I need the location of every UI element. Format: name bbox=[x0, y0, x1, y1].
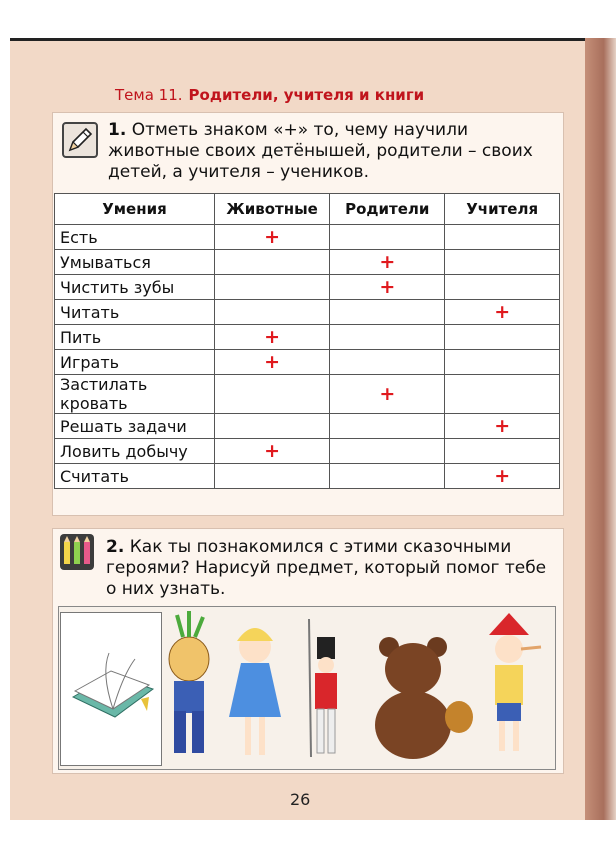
tin-soldier-figure bbox=[309, 619, 337, 757]
plus-mark: + bbox=[494, 414, 511, 437]
scan-top-margin bbox=[0, 0, 616, 38]
girl-figure bbox=[229, 628, 281, 755]
table-row bbox=[55, 250, 560, 275]
topic-title: Родители, учителя и книги bbox=[188, 86, 425, 104]
mark-cell[interactable] bbox=[330, 275, 445, 300]
skill-name: Читать bbox=[55, 300, 215, 325]
task1-number: 1. bbox=[108, 120, 127, 140]
mark-cell[interactable] bbox=[445, 275, 560, 300]
skill-name: Пить bbox=[55, 325, 215, 350]
task2-number: 2. bbox=[106, 537, 125, 557]
mark-cell[interactable] bbox=[214, 439, 329, 464]
table-row bbox=[55, 275, 560, 300]
table-row bbox=[55, 439, 560, 464]
mark-cell[interactable] bbox=[214, 464, 329, 489]
skill-name: Считать bbox=[55, 464, 215, 489]
page-number: 26 bbox=[290, 790, 311, 809]
table-row bbox=[55, 414, 560, 439]
table-row bbox=[55, 325, 560, 350]
column-header-parents: Родители bbox=[330, 194, 445, 225]
mark-cell[interactable] bbox=[214, 350, 329, 375]
skill-name: Играть bbox=[55, 350, 215, 375]
mark-cell[interactable] bbox=[214, 225, 329, 250]
plus-mark: + bbox=[264, 225, 281, 248]
onion-boy-figure bbox=[169, 611, 209, 753]
mark-cell[interactable] bbox=[330, 250, 445, 275]
skill-name: Решать задачи bbox=[55, 414, 215, 439]
mark-cell[interactable] bbox=[330, 439, 445, 464]
table-row bbox=[55, 300, 560, 325]
mark-cell[interactable] bbox=[330, 464, 445, 489]
mark-cell[interactable] bbox=[330, 375, 445, 414]
mark-cell[interactable] bbox=[445, 300, 560, 325]
plus-mark: + bbox=[379, 250, 396, 273]
table-row bbox=[55, 350, 560, 375]
mark-cell[interactable] bbox=[330, 350, 445, 375]
task1-text: Отметь знаком «+» то, чему научили животные своих детёнышей, родители – своих детей, а учителя – учеников. bbox=[108, 120, 533, 182]
task2-instructions bbox=[106, 537, 558, 600]
mark-cell[interactable] bbox=[214, 300, 329, 325]
column-header-skills: Умения bbox=[55, 194, 215, 225]
plus-mark: + bbox=[264, 325, 281, 348]
mark-cell[interactable] bbox=[214, 275, 329, 300]
mark-cell[interactable] bbox=[214, 375, 329, 414]
mark-cell[interactable] bbox=[445, 225, 560, 250]
column-header-teachers: Учителя bbox=[445, 194, 560, 225]
table-row bbox=[55, 464, 560, 489]
table-row bbox=[55, 375, 560, 414]
skill-name: Чистить зубы bbox=[55, 275, 215, 300]
mark-cell[interactable] bbox=[445, 350, 560, 375]
mark-cell[interactable] bbox=[214, 250, 329, 275]
book-spine bbox=[585, 38, 616, 820]
mark-cell[interactable] bbox=[445, 250, 560, 275]
topic-heading bbox=[115, 86, 424, 104]
table-header-row bbox=[55, 194, 560, 225]
mark-cell[interactable] bbox=[214, 414, 329, 439]
mark-cell[interactable] bbox=[445, 464, 560, 489]
task1-instructions bbox=[108, 120, 558, 183]
plus-mark: + bbox=[264, 439, 281, 462]
mark-cell[interactable] bbox=[330, 325, 445, 350]
mark-cell[interactable] bbox=[445, 414, 560, 439]
pinocchio-figure bbox=[489, 613, 541, 751]
skill-name: Застилать кровать bbox=[55, 375, 215, 414]
mark-cell[interactable] bbox=[445, 325, 560, 350]
scan-bottom-margin bbox=[0, 820, 616, 862]
table-row bbox=[55, 225, 560, 250]
plus-mark: + bbox=[494, 300, 511, 323]
mark-cell[interactable] bbox=[445, 375, 560, 414]
plus-mark: + bbox=[264, 350, 281, 373]
skill-name: Есть bbox=[55, 225, 215, 250]
skills-table bbox=[54, 193, 560, 489]
mark-cell[interactable] bbox=[330, 225, 445, 250]
plus-mark: + bbox=[494, 464, 511, 487]
drawing-answer-box[interactable] bbox=[60, 612, 162, 766]
book-icon bbox=[61, 613, 161, 765]
plus-mark: + bbox=[379, 275, 396, 298]
mark-cell[interactable] bbox=[445, 439, 560, 464]
plus-mark: + bbox=[379, 382, 396, 405]
column-header-animals: Животные bbox=[214, 194, 329, 225]
mark-cell[interactable] bbox=[330, 414, 445, 439]
skill-name: Ловить добычу bbox=[55, 439, 215, 464]
topic-prefix: Тема 11. bbox=[115, 86, 183, 104]
mark-cell[interactable] bbox=[330, 300, 445, 325]
mark-cell[interactable] bbox=[214, 325, 329, 350]
pencil-icon bbox=[62, 122, 98, 158]
colored-pencils-icon bbox=[60, 534, 94, 570]
bear-figure bbox=[375, 637, 473, 759]
skill-name: Умываться bbox=[55, 250, 215, 275]
task2-text: Как ты познакомился с этими сказочными героями? Нарисуй предмет, который помог тебе о них узнать. bbox=[106, 537, 547, 599]
